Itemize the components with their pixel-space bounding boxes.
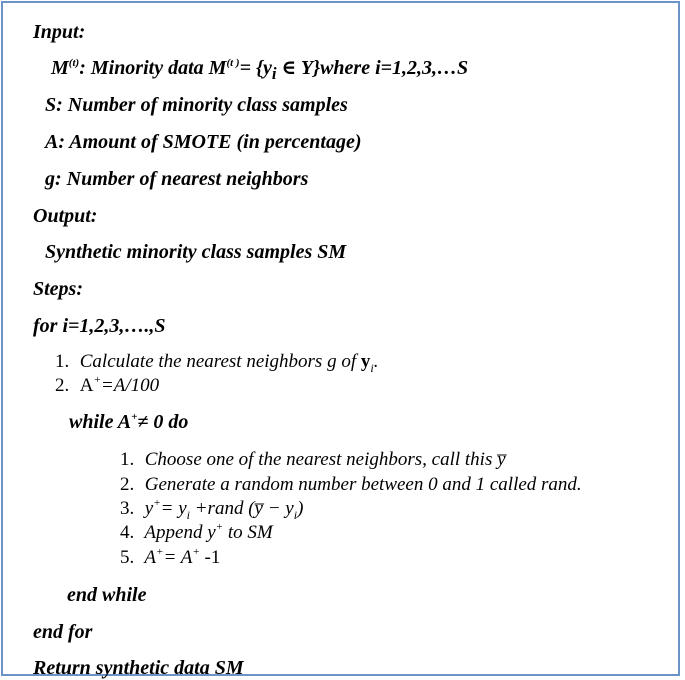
inner-step-4-b: to SM — [223, 522, 273, 543]
inner-step-3 — [120, 499, 303, 521]
inner-step-3-a: y — [144, 498, 154, 519]
inner-step-3-e: − y — [262, 498, 294, 519]
while-line — [69, 412, 188, 432]
input-s-line: S: Number of minority class samples — [45, 94, 348, 116]
step-1-number: 1. — [55, 351, 70, 372]
step-2-number: 2. — [55, 375, 70, 396]
inner-step-5-c: -1 — [199, 547, 221, 568]
m-sup-2: (t ) — [226, 57, 240, 69]
steps-heading: Steps: — [33, 278, 83, 300]
input-m-line — [51, 58, 468, 83]
output-heading: Output: — [33, 205, 98, 227]
return-line: Return synthetic data SM — [33, 657, 244, 679]
while-post: ≠ 0 do — [137, 411, 189, 433]
inner-step-3-e-sub: i — [293, 507, 298, 522]
algorithm-box — [1, 1, 680, 679]
step-2-pre: A — [79, 375, 94, 396]
inner-step-4-a: Append y — [144, 522, 216, 543]
m-prefix: M — [51, 57, 69, 79]
inner-step-3-d: y̅ — [254, 498, 263, 519]
m-sub: i — [271, 64, 277, 83]
inner-step-4-number: 4. — [120, 522, 135, 543]
inner-step-5-b-sup: + — [192, 546, 200, 558]
step-1-var: y — [360, 351, 371, 372]
inner-step-4 — [120, 523, 273, 542]
inner-step-3-number: 3. — [120, 498, 135, 519]
inner-step-1-number: 1. — [120, 449, 135, 470]
inner-step-5 — [120, 548, 220, 567]
inner-step-1-symbol: y̅ — [497, 449, 506, 470]
inner-step-5-b: = A — [163, 547, 193, 568]
step-2-sup: + — [93, 374, 101, 386]
inner-step-5-a: A — [144, 547, 157, 568]
step-1-text: Calculate the nearest neighbors g of — [79, 351, 361, 372]
inner-step-2-text: Generate a random number between 0 and 1 called rand. — [144, 474, 582, 495]
m-rest: ∈ Y}where i=1,2,3,…S — [276, 57, 469, 79]
end-while: end while — [67, 584, 147, 606]
inner-step-3-c: +rand ( — [189, 498, 255, 519]
m-sup-1: (t) — [68, 57, 80, 69]
step-1-end: . — [373, 351, 379, 372]
inner-step-2 — [120, 475, 582, 494]
inner-step-1-text: Choose one of the nearest neighbors, call this — [144, 449, 498, 470]
step-1 — [55, 352, 378, 374]
step-2-post: =A/100 — [100, 375, 160, 396]
input-heading: Input: — [33, 21, 86, 43]
inner-step-3-f: ) — [297, 498, 304, 519]
end-for: end for — [33, 621, 93, 643]
inner-step-3-a-sup: + — [153, 497, 161, 509]
inner-step-2-number: 2. — [120, 474, 135, 495]
for-line: for i=1,2,3,….,S — [33, 315, 166, 337]
step-2 — [55, 376, 159, 395]
while-sup: + — [131, 411, 138, 423]
while-pre: while A — [69, 411, 132, 433]
output-line: Synthetic minority class samples SM — [45, 241, 347, 263]
input-a-line: A: Amount of SMOTE (in percentage) — [45, 131, 362, 153]
input-g-line: g: Number of nearest neighbors — [45, 168, 309, 190]
inner-step-5-number: 5. — [120, 547, 135, 568]
inner-step-3-b-sub: i — [186, 507, 190, 522]
inner-step-3-b: = y — [160, 498, 187, 519]
m-set: = {y — [239, 57, 272, 79]
step-1-sub: i — [370, 360, 374, 375]
inner-step-4-a-sup: + — [215, 521, 224, 533]
m-mid: : Minority data M — [79, 57, 227, 79]
inner-step-5-a-sup: + — [156, 546, 164, 558]
inner-step-1 — [120, 450, 506, 469]
